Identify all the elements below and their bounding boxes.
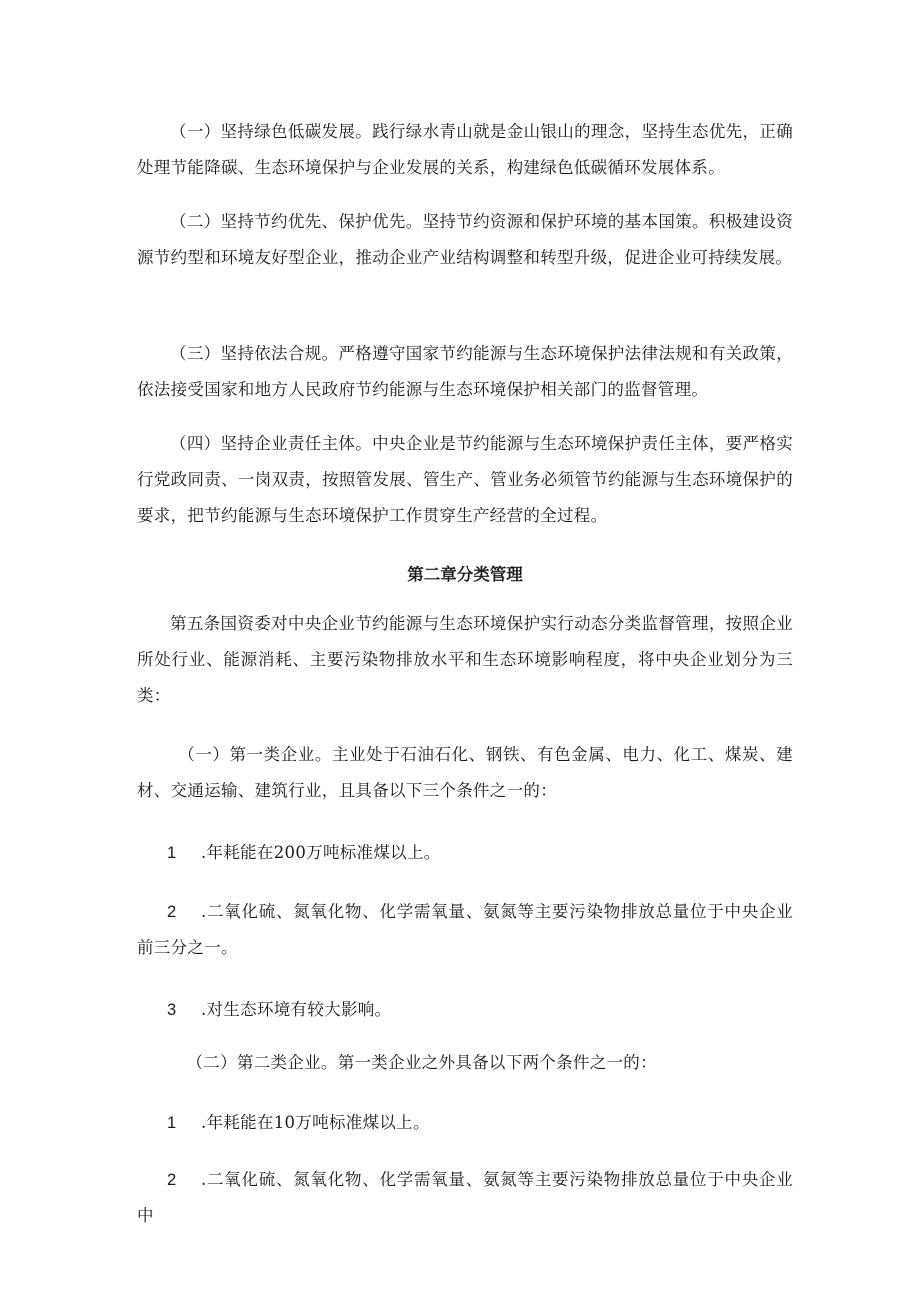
list-item	[137, 835, 793, 871]
list-item-text: .年耗能在10万吨标准煤以上。	[201, 1113, 430, 1132]
paragraph-conservation-priority: （二）坚持节约优先、保护优先。坚持节约资源和保护环境的基本国策。积极建设资源节约型和环境友好型企业，推动企业产业结构调整和转型升级，促进企业可持续发展。	[137, 212, 793, 267]
paragraph-enterprise-responsibility: （四）坚持企业责任主体。中央企业是节约能源与生态环境保护责任主体，要严格实行党政同责、一岗双责，按照管发展、管生产、管业务必须管节约能源与生态环境保护的要求，把节约能源与生态环境保护工作贯穿生产经营的全过程。	[137, 434, 793, 525]
list-item-text: .对生态环境有较大影响。	[201, 1000, 392, 1019]
paragraph-first-category: （一）第一类企业。主业处于石油石化、钢铁、有色金属、电力、化工、煤炭、建材、交通运输、建筑行业，且具备以下三个条件之一的：	[137, 745, 793, 800]
list-item	[137, 1162, 793, 1234]
list-item-text: .年耗能在200万吨标准煤以上。	[201, 843, 441, 862]
paragraph-second-category: （二）第二类企业。第一类企业之外具备以下两个条件之一的：	[186, 1053, 657, 1072]
list-item-number: 1	[167, 844, 177, 862]
list-item-text: .二氧化硫、氮氧化物、化学需氧量、氨氮等主要污染物排放总量位于中央企业前三分之一。	[137, 902, 793, 957]
paragraph-green-low-carbon: （一）坚持绿色低碳发展。践行绿水青山就是金山银山的理念，坚持生态优先，正确处理节能降碳、生态环境保护与企业发展的关系，构建绿色低碳循环发展体系。	[137, 122, 793, 177]
paragraph-legal-compliance: （三）坚持依法合规。严格遵守国家节约能源与生态环境保护法律法规和有关政策，依法接受国家和地方人民政府节约能源与生态环境保护相关部门的监督管理。	[137, 344, 793, 399]
list-item-number: 1	[167, 1114, 177, 1132]
list-item-number: 3	[167, 1001, 177, 1019]
list-item-text: .二氧化硫、氮氧化物、化学需氧量、氨氮等主要污染物排放总量位于中央企业中	[137, 1170, 793, 1225]
paragraph-article-five: 第五条国资委对中央企业节约能源与生态环境保护实行动态分类监督管理，按照企业所处行业、能源消耗、主要污染物排放水平和生态环境影响程度，将中央企业划分为三类：	[137, 614, 793, 705]
chapter-title: 第二章分类管理	[407, 565, 523, 584]
list-item	[137, 894, 793, 966]
list-item	[137, 992, 793, 1028]
list-item-number: 2	[167, 1171, 177, 1189]
list-item-number: 2	[167, 903, 177, 921]
list-item	[137, 1105, 793, 1141]
